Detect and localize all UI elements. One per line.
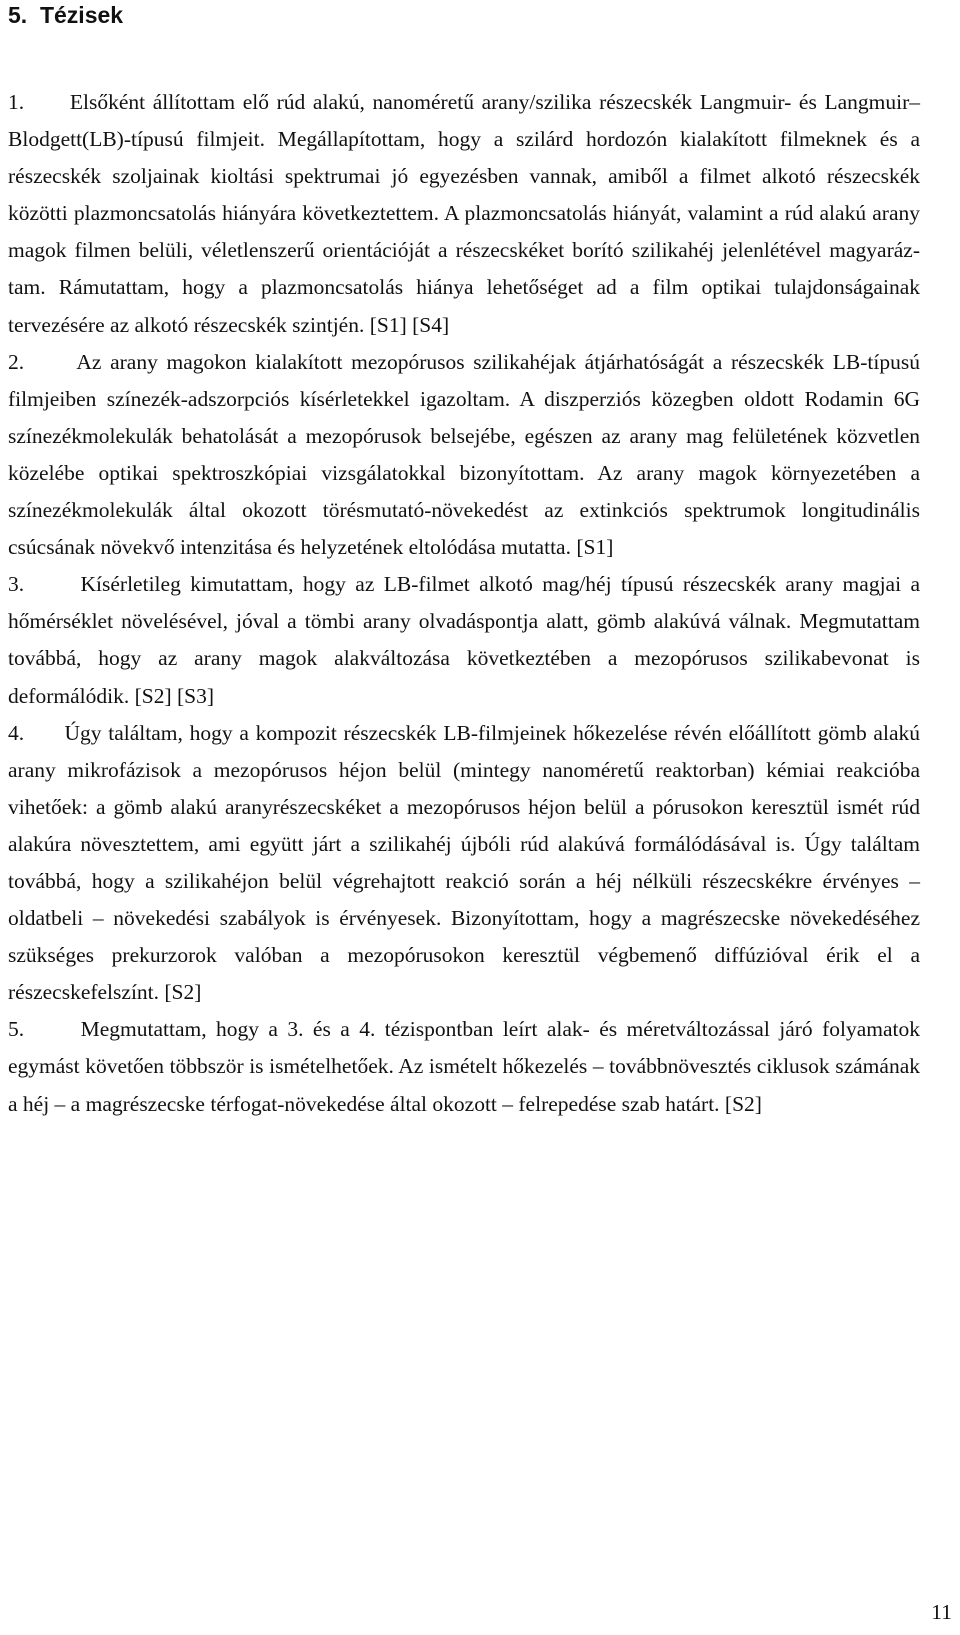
thesis-1 bbox=[8, 84, 920, 344]
section-title: Tézisek bbox=[39, 2, 124, 28]
thesis-number: 4. bbox=[8, 720, 25, 745]
theses-list bbox=[8, 84, 920, 1123]
page-number: 11 bbox=[931, 1600, 952, 1624]
thesis-5 bbox=[8, 1011, 920, 1122]
thesis-number: 1. bbox=[8, 90, 25, 114]
thesis-4 bbox=[8, 715, 920, 1012]
thesis-text: Úgy találtam, hogy a kompozit részecskék LB-filmjeinek hőkezelése révén előállított gömb alakú arany mikrofázisok a mezopórusos héjon belül (mintegy nanoméretű reaktorban) kémiai reakcióba vihetőek: a gömb alakú aranyrészecskéket a mezopórusos héjon belül a pórusokon keresztül ismét rúd alakúra növesztettem, ami együtt járt a szilikahéj újbóli rúd alakúvá formálódásával is. Úgy találtam továbbá, hogy a szilikahéjon belül végrehajtott reakció során a héj nélküli részecskékre érvényes – oldatbeli – növekedési szabályok is érvényesek. Bizonyítottam, hogy a magrészecske növekedéséhez szükséges prekurzorok valóban a mezopórusokon keresztül végbemenő diffúzióval érik el a részecskefelszínt. [S2] bbox=[8, 720, 920, 1005]
thesis-number: 3. bbox=[8, 572, 25, 597]
thesis-text: Elsőként állítottam elő rúd alakú, nanoméretű arany/szilika részecskék Langmuir- és Langmuir–Blodgett(LB)-típusú filmjeit. Megállapítottam, hogy a szilárd hordozón kialakított filmeknek és a részecskék szoljainak kioltási spektrumai jó egyezésben vannak, amiből a filmet alkotó részecskék közötti plazmoncsatolás hiányára következtettem. A plazmoncsatolás hiányát, valamint a rúd alakú arany magok filmen belüli, véletlenszerű orientációját a részecskéket borító szilikahéj jelenlétével magyaráztam. Rámutattam, hogy a plazmoncsatolás hiánya lehetőséget ad a film optikai tulajdonságainak tervezésére az alkotó részecskék szintjén. [S1] [S4] bbox=[8, 90, 920, 337]
thesis-text: Az arany magokon kialakított mezopórusos szilikahéjak átjárhatóságát a részecskék LB-típusú filmjeiben színezék-adszorpciós kísérletekkel igazoltam. A diszperziós közegben oldott Rodamin 6G színezékmolekulák behatolását a mezopórusok belsejébe, egészen az arany mag felületének közvetlen közelébe optikai spektroszkópiai vizsgálatokkal bizonyítottam. Az arany magok környezetében a színezékmolekulák által okozott törésmutató-növekedést az extinkciós spektrumok longitudinális csúcsának növekvő intenzitása és helyzetének eltolódása mutatta. [S1] bbox=[8, 349, 920, 560]
thesis-number: 5. bbox=[8, 1017, 25, 1042]
thesis-text: Kísérletileg kimutattam, hogy az LB-filmet alkotó mag/héj típusú részecskék arany magjai a hőmérséklet növelésével, jóval a tömbi arany olvadáspontja alatt, gömb alakúvá válnak. Megmutattam továbbá, hogy az arany magok alakváltozása következtében a mezopórusos szilikabevonat is deformálódik. [S2] [S3] bbox=[8, 572, 921, 708]
thesis-number: 2. bbox=[8, 349, 25, 374]
section-heading bbox=[8, 0, 123, 30]
section-number: 5. bbox=[8, 2, 28, 28]
thesis-text: Megmutattam, hogy a 3. és a 4. tézispontban leírt alak- és méretváltozással járó folyamatok egymást követően többször is ismételhetőek. Az ismételt hőkezelés – továbbnövesztés ciklusok számának a héj – a magrészecske térfogat-növekedése által okozott – felrepedése szab határt. [S2] bbox=[8, 1017, 920, 1116]
thesis-2 bbox=[8, 344, 920, 567]
thesis-3 bbox=[8, 566, 920, 714]
